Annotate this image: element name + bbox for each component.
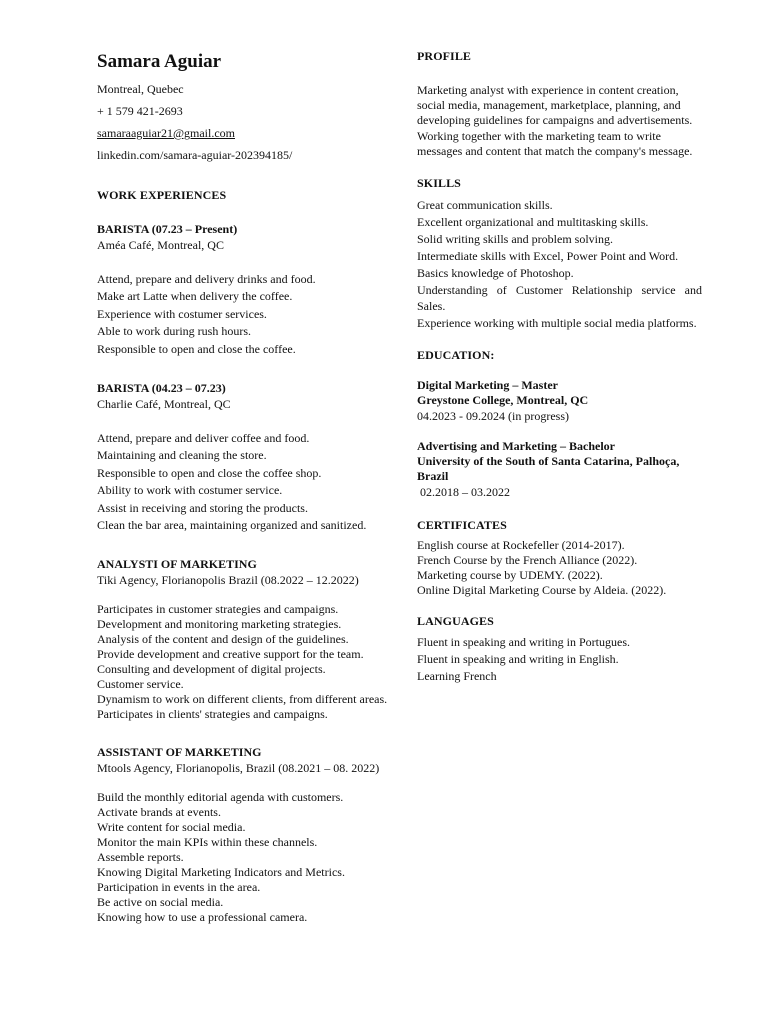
right-column (417, 48, 702, 685)
job-entry (97, 556, 412, 722)
duty-line: Responsible to open and close the coffee shop. (97, 465, 322, 480)
education-entry (417, 439, 702, 500)
duty-line: Analysis of the content and design of the guidelines. (97, 632, 349, 647)
duty-line: Able to work during rush hours. (97, 324, 251, 339)
job-entry (97, 380, 412, 534)
duty-line: Clean the bar area, maintaining organized and sanitized. (97, 518, 367, 533)
education-dates: 04.2023 - 09.2024 (in progress) (417, 409, 569, 424)
profile-heading: PROFILE (417, 49, 472, 63)
duty-line: Dynamism to work on different clients, from different areas. (97, 692, 388, 707)
language-item: Fluent in speaking and writing in Portugues. (417, 635, 630, 650)
duty-line: Attend, prepare and deliver coffee and food. (97, 431, 310, 446)
job-duties (97, 271, 412, 358)
job-place: Mtools Agency, Florianopolis, Brazil (08.2021 – 08. 2022) (97, 761, 380, 776)
education-dates: 02.2018 – 03.2022 (417, 485, 510, 500)
education-school: University of the South of Santa Catarina, Palhoça, Brazil (417, 454, 680, 484)
job-title: BARISTA (04.23 – 07.23) (97, 381, 226, 396)
job-duties (97, 602, 412, 722)
email-link[interactable]: samaraaguiar21@gmail.com (97, 126, 235, 140)
job-title: ASSISTANT OF MARKETING (97, 745, 262, 760)
job-entry (97, 221, 412, 358)
job-duties (97, 790, 412, 925)
work-experiences-heading: WORK EXPERIENCES (97, 188, 227, 202)
skills-list (417, 197, 702, 332)
certificate-item: Online Digital Marketing Course by Aldeia. (2022). (417, 583, 667, 598)
duty-line: Participates in clients' strategies and campaigns. (97, 707, 328, 722)
duty-line: Responsible to open and close the coffee. (97, 341, 296, 356)
duty-line: Knowing how to use a professional camera. (97, 910, 308, 925)
duty-line: Write content for social media. (97, 820, 246, 835)
duty-line: Make art Latte when delivery the coffee. (97, 289, 293, 304)
skill-item: Experience working with multiple social media platforms. (417, 316, 697, 331)
skill-item: Excellent organizational and multitasking skills. (417, 214, 649, 229)
certificate-item: Marketing course by UDEMY. (2022). (417, 568, 603, 583)
duty-line: Consulting and development of digital projects. (97, 662, 326, 677)
duty-line: Knowing Digital Marketing Indicators and Metrics. (97, 865, 345, 880)
job-place: Améa Café, Montreal, QC (97, 238, 224, 252)
duty-line: Assemble reports. (97, 850, 184, 865)
job-entry (97, 744, 412, 925)
duty-line: Development and monitoring marketing strategies. (97, 617, 342, 632)
job-duties (97, 430, 412, 534)
certificates-heading: CERTIFICATES (417, 518, 507, 533)
skill-item: Solid writing skills and problem solving. (417, 231, 614, 246)
education-school: Greystone College, Montreal, QC (417, 393, 589, 408)
certificates-list (417, 538, 702, 598)
education-degree: Digital Marketing – Master (417, 378, 558, 393)
duty-line: Customer service. (97, 677, 184, 692)
duty-line: Activate brands at events. (97, 805, 221, 820)
skill-item: Understanding of Customer Relationship service and Sales. (417, 282, 702, 314)
duty-line: Be active on social media. (97, 895, 224, 910)
education-degree: Advertising and Marketing – Bachelor (417, 439, 615, 454)
duty-line: Assist in receiving and storing the products. (97, 500, 308, 515)
languages-heading: LANGUAGES (417, 614, 494, 629)
language-item: Learning French (417, 668, 497, 683)
duty-line: Maintaining and cleaning the store. (97, 448, 267, 463)
phone: + 1 579 421-2693 (97, 104, 183, 118)
education-heading: EDUCATION: (417, 348, 495, 363)
skill-item: Basics knowledge of Photoshop. (417, 265, 574, 280)
education-entry (417, 378, 702, 424)
skill-item: Great communication skills. (417, 198, 553, 213)
duty-line: Monitor the main KPIs within these channels. (97, 835, 318, 850)
linkedin-link[interactable]: linkedin.com/samara-aguiar-202394185/ (97, 148, 293, 162)
candidate-name: Samara Aguiar (97, 51, 222, 72)
duty-line: Build the monthly editorial agenda with customers. (97, 790, 344, 805)
job-place: Tiki Agency, Florianopolis Brazil (08.2022 – 12.2022) (97, 573, 359, 588)
duty-line: Attend, prepare and delivery drinks and food. (97, 272, 316, 286)
duty-line: Participates in customer strategies and campaigns. (97, 602, 339, 617)
duty-line: Participation in events in the area. (97, 880, 261, 895)
certificate-item: English course at Rockefeller (2014-2017). (417, 538, 625, 553)
job-title: ANALYSTI OF MARKETING (97, 557, 257, 572)
left-column (97, 50, 412, 925)
profile-text: Marketing analyst with experience in content creation, social media, management, marketplace, planning, and developing guidelines for campaigns and advertisements. Working together with the marketing team to write messages and content that match the company's message. (417, 83, 693, 158)
duty-line: Experience with costumer services. (97, 306, 267, 321)
languages-list (417, 634, 702, 684)
job-place: Charlie Café, Montreal, QC (97, 397, 231, 412)
job-title: BARISTA (07.23 – Present) (97, 222, 238, 236)
duty-line: Ability to work with costumer service. (97, 483, 283, 498)
language-item: Fluent in speaking and writing in English. (417, 652, 619, 667)
certificate-item: French Course by the French Alliance (2022). (417, 553, 638, 568)
skills-heading: SKILLS (417, 176, 461, 191)
duty-line: Provide development and creative support for the team. (97, 647, 364, 662)
skill-item: Intermediate skills with Excel, Power Point and Word. (417, 248, 679, 263)
location: Montreal, Quebec (97, 82, 184, 96)
